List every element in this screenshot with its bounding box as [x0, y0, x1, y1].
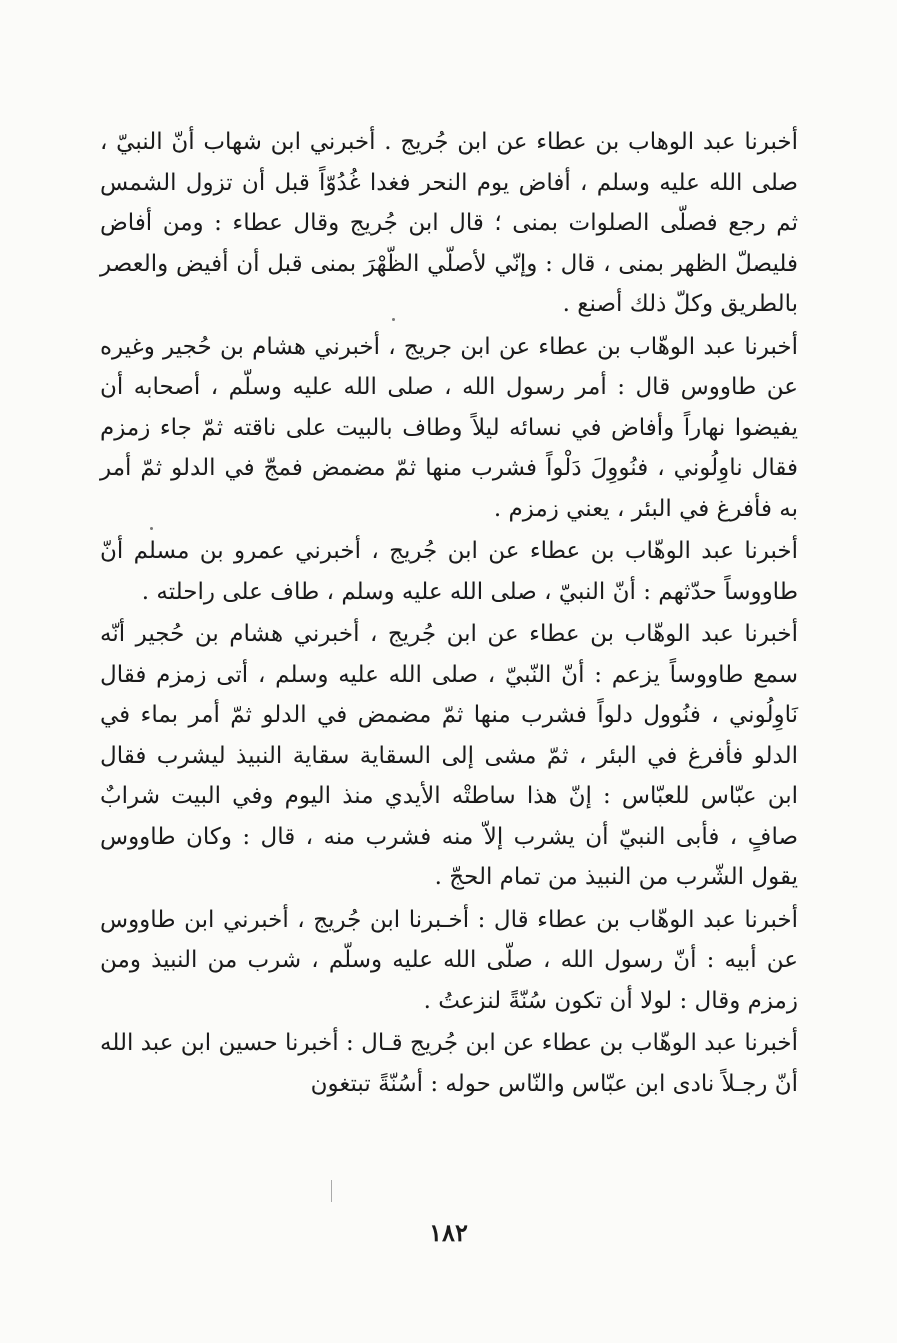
scan-speck	[150, 527, 153, 530]
scan-artifact-line	[331, 1180, 332, 1202]
page-number: ١٨٢	[429, 1218, 468, 1247]
hadith-paragraph-4: أخبرنا عبد الوهّاب بن عطاء عن ابن جُريج ، أخبرني هشام بن حُجير أنّه سمع طاووساً يزعم : أنّ النّبيّ ، صلى الله عليه وسلم ، أتى زمزم فقال نَاوِلُوني ، فنُوول دلواً فشرب منها ثمّ مضمض في الدلو ثمّ أمر بماء في الدلو فأفرغ في البئر ، ثمّ مشى إلى السقاية سقاية النبيذ ليشرب فقال ابن عبّاس للعبّاس : إنّ هذا ساطتْه الأيدي منذ اليوم وفي البيت شرابٌ صافٍ ، فأبى النبيّ أن يشرب إلاّ منه فشرب منه ، قال : وكان طاووس يقول الشّرب من النبيذ من تمام الحجّ .	[100, 621, 798, 890]
hadith-paragraph-6: أخبرنا عبد الوهّاب بن عطاء عن ابن جُريج قـال : أخبرنا حسين ابن عبد الله أنّ رجـلاً نادى ابن عبّاس والنّاس حوله : أسُنّةً تبتغون	[100, 1030, 798, 1097]
hadith-paragraph-2: أخبرنا عبد الوهّاب بن عطاء عن ابن جريج ، أخبرني هشام بن حُجير وغيره عن طاووس قال : أمر رسول الله ، صلى الله عليه وسلّم ، أصحابه أن يفيضوا نهاراً وأفاض في نسائه ليلاً وطاف بالبيت على ناقته ثمّ جاء زمزم فقال ناوِلُوني ، فنُووِلَ دَلْواً فشرب منها ثمّ مضمض فمجّ في الدلو ثمّ أمر به فأفرغ في البئر ، يعني زمزم .	[100, 333, 798, 522]
page-body-text	[100, 122, 798, 1104]
hadith-paragraph-1: أخبرنا عبد الوهاب بن عطاء عن ابن جُريج . أخبرني ابن شهاب أنّ النبيّ ، صلى الله عليه وسلم ، أفاض يوم النحر فغدا غُدُوّاً قبل أن تزول الشمس ثم رجع فصلّى الصلوات بمنى ؛ قال ابن جُريج وقال عطاء : ومن أفاض فليصلّ الظهر بمنى ، قال : وإنّي لأصلّي الظّهْرَ بمنى قبل أن أفيض والعصر بالطريق وكلّ ذلك أصنع .	[100, 129, 798, 317]
scan-speck	[392, 318, 395, 321]
hadith-paragraph-3: أخبرنا عبد الوهّاب بن عطاء عن ابن جُريج ، أخبرني عمرو بن مسلم أنّ طاووساً حدّثهم : أنّ النبيّ ، صلى الله عليه وسلم ، طاف على راحلته .	[100, 538, 798, 605]
hadith-paragraph-5: أخبرنا عبد الوهّاب بن عطاء قال : أخـبرنا ابن جُريج ، أخبرني ابن طاووس عن أبيه : أنّ رسول الله ، صلّى الله عليه وسلّم ، شرب من النبيذ ومن زمزم وقال : لولا أن تكون سُنّةً لنزعتُ .	[100, 906, 798, 1014]
